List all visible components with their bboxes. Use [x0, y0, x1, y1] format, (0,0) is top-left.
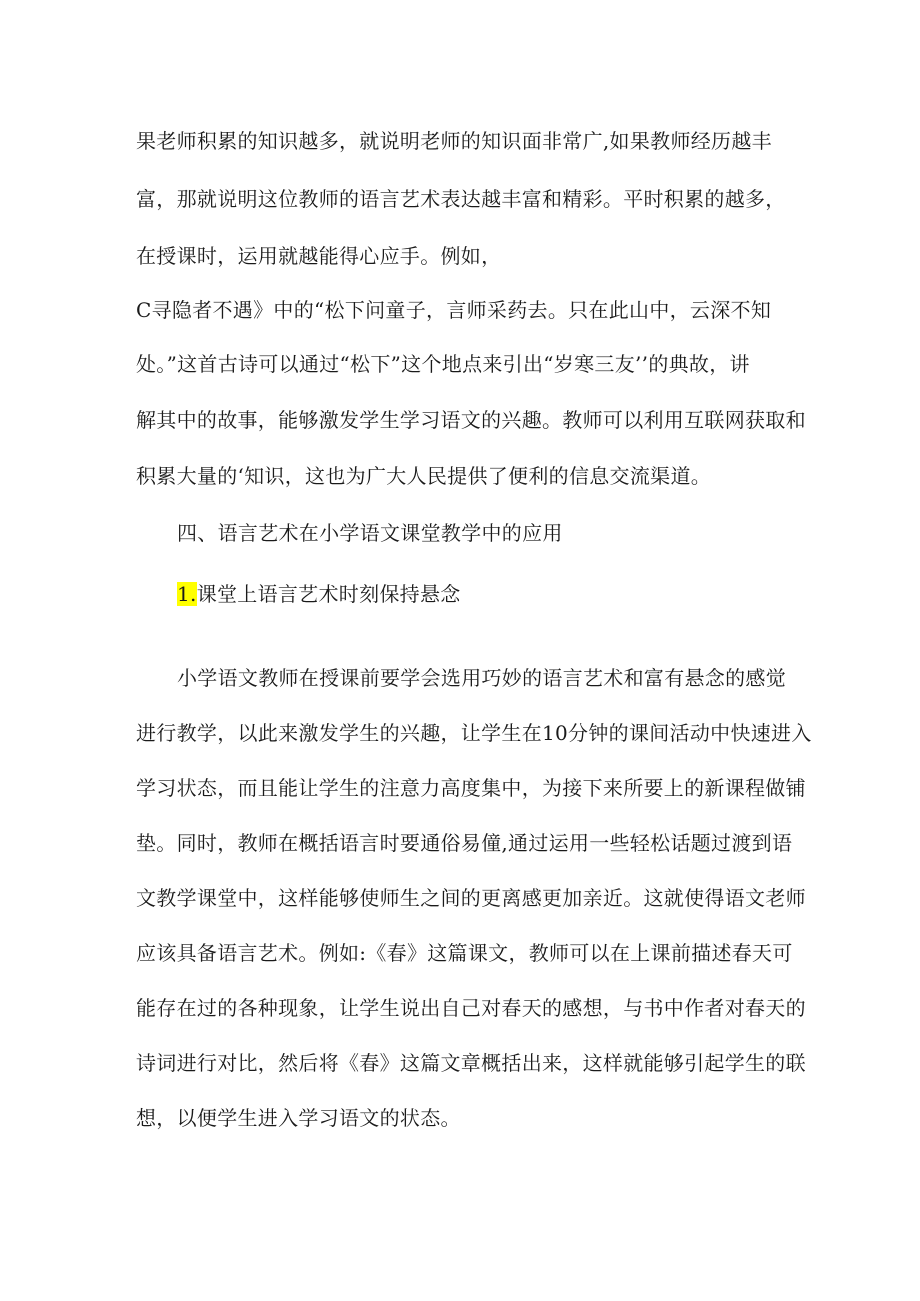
paragraph-2-line-7: 能存在过的各种现象，让学生说出自己对春天的感想，与书中作者对春天的	[136, 996, 806, 1020]
paragraph-1-line-7: 积累大量的‘知识，这也为广大人民提供了便利的信息交流渠道。	[136, 464, 712, 488]
subheading	[177, 580, 461, 608]
paragraph-2-line-1: 小学语文教师在授课前要学会选用巧妙的语言艺术和富有悬念的感觉	[177, 666, 786, 690]
paragraph-2-line-2: 进行教学，以此来激发学生的兴趣，让学生在10分钟的课间活动中快速进入	[136, 721, 812, 745]
subheading-text: 课堂上语言艺术时刻保持悬念	[196, 582, 461, 606]
paragraph-1-line-3: 在授课时，运用就越能得心应手。例如，	[136, 244, 502, 268]
paragraph-2-line-9: 想，以便学生进入学习语文的状态。	[136, 1106, 461, 1130]
paragraph-2-line-6: 应该具备语言艺术。例如:《春》这篇课文，教师可以在上课前描述春天可	[136, 941, 793, 965]
subheading-number: 1.	[177, 582, 197, 606]
paragraph-2-line-4: 垫。同时，教师在概括语言时要通俗易僮,通过运用一些轻松话题过渡到语	[136, 831, 793, 855]
paragraph-1-line-1: 果老师积累的知识越多，就说明老师的知识面非常广,如果教师经历越丰	[136, 129, 772, 153]
paragraph-2-line-3: 学习状态，而且能让学生的注意力高度集中，为接下来所要上的新课程做铺	[136, 776, 806, 800]
paragraph-1-line-2: 富，那就说明这位教师的语言艺术表达越丰富和精彩。平时积累的越多，	[136, 187, 786, 211]
paragraph-1-line-6: 解其中的故事，能够激发学生学习语文的兴趣。教师可以利用互联网获取和	[136, 408, 806, 432]
paragraph-2-line-8: 诗词进行对比，然后将《春》这篇文章概括出来，这样就能够引起学生的联	[136, 1051, 806, 1075]
paragraph-1-line-5: 处。”这首古诗可以通过“松下”这个地点来引出“岁寒三友’’的典故，讲	[136, 352, 750, 376]
section-heading: 四、语言艺术在小学语文课堂教学中的应用	[177, 521, 563, 545]
paragraph-1-line-4: C寻隐者不遇》中的“松下问童子，言师采药去。只在此山中，云深不知	[136, 298, 772, 322]
paragraph-2-line-5: 文教学课堂中，这样能够使师生之间的更离感更加亲近。这就使得语文老师	[136, 886, 806, 910]
